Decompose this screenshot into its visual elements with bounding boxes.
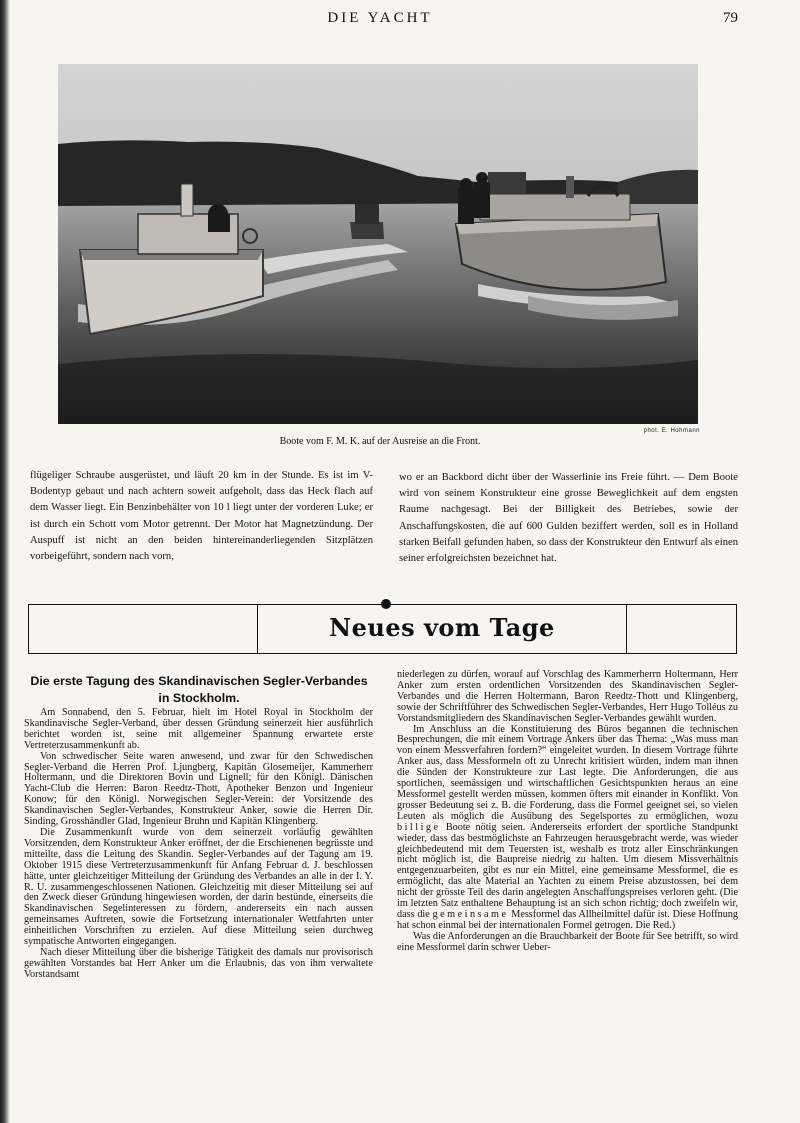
running-header: DIE YACHT: [327, 10, 433, 26]
paragraph: Von schwedischer Seite waren anwesend, und zwar für den Schwedischen Segler-Verband die Herren Prof. Ljungberg, Kapitän Glosemeijer, Kammerherr Holtermann, und die Direktoren Bovin und Lignell; für den Königl. Dänischen Yacht-Club die Herren: Baron Reedtz-Thott, Apotheker Benzon und Ingenieur Konow; für den Königl. Norwegischen Segler-Verein: der Vorsitzende des Skandinavischen Segler-Verbandes, Konstrukteur Anker, sowie die Herren Dir. Sinding, Grosshändler Glad, Ingenieur Bruhn und Kapitän Klingenberg.: [24, 750, 373, 828]
paragraph: [397, 725, 738, 932]
paragraph: flügeliger Schraube ausgerüstet, und läuft 20 km in der Stunde. Es ist im V-Bodentyp gebaut und nach achtern soweit aufgeholt, dass das Heck flach auf dem Wasser liegt. Ein Benzinbehälter von 10 l liegt unter der vorderen Luke; er ist durch ein Schott vom Motor getrennt. Der Motor hat Magnetzündung. Der Auspuff ist nicht an den beiden hintereinanderliegenden Sitzplätzen vorbeigeführt, sondern nach vorn,: [30, 470, 373, 563]
page-number: 79: [723, 10, 738, 26]
emphasis: gemeinsame: [432, 908, 509, 920]
paragraph: Die Zusammenkunft wurde von dem seinerzeit vorläufig gewählten Vorsitzenden, dem Konstrukteur Anker eröffnet, der die Erschienenen begrüsste und mitteilte, dass die Leitung des Skandin. Segler-Verbandes auf der Tagung am 19. Oktober 1915 diese Vertreterzusammenkunft für Anfang Februar d. J. beschlossen hätte, unter gleichzeitiger Mitteilung der Gründung des Verbandes an alle in der I. Y. R. U. zusammengeschlossenen Nationen. Gleichzeitig mit dieser Mitteilung sei auf den Zweck dieser Gründung hingewiesen worden, der darin bestünde, einerseits die Skandinavischen Segelinteressen zu fördern, andererseits ein nach aussen gemeinsames Auftreten, sowie die Fortsetzung internationaler Wettfahrten unter einheitlichen Vorschriften zu erzielen. Auf diese Mitteilung seien durchweg sympatische Antworten eingegangen.: [24, 826, 373, 948]
article-column-right: [397, 670, 738, 954]
scan-binding-edge: [0, 0, 10, 1123]
photograph-boats: [58, 64, 698, 424]
section-banner-center: [257, 605, 627, 653]
paragraph: niederlegen zu dürfen, worauf auf Vorschlag des Kammerherrn Holtermann, Herr Anker zum ersten ordentlichen Vorsitzenden des Skandinavischen Segler-Verbandes und die Herren Holtermann, Baron Reedtz-Thott und Klingenberg, sowie der Schriftführer des Schwedischen Segler-Verbandes, Herr Hugo Tolléus zu Vorstandsmitgliedern des Skandinavischen Segler-Verbandes gewählt wurden.: [397, 669, 738, 724]
paragraph: Am Sonnabend, den 5. Februar, hielt im Hotel Royal in Stockholm der Skandinavische Segler-Verband, über dessen Gründung seinerzeit hier ausführlich berichtet worden ist, seine mit allgemeiner Spannung erwartete erste Vertreterzusammenkunft ab.: [24, 707, 373, 751]
paragraph: Nach dieser Mitteilung über die bisherige Tätigkeit des damals nur provisorisch gewählten Vorstandes bat Herr Anker um die Erlaubnis, das von ihm verwaltete Vorstandsamt: [24, 946, 373, 980]
continued-text-left: [30, 468, 373, 565]
section-banner: [28, 604, 737, 654]
photo-credit: phot. E. Hohmann: [643, 428, 700, 434]
text-run: Boote nötig seien. Andererseits erfordert der sportliche Standpunkt wieder, dass das bestmöglichste an Fahrzeugen herausgebracht werde, was wieder gleichbedeutend mit dem Teuersten ist, weshalb es trotz aller Einschränkungen nicht möglich ist, die Baupreise niedrig zu halten. Um diesem Missverhältnis entgegenzuarbeiten, gibt es nur ein Mittel, eine gemeinsame Messformel, die es ermöglicht, das alte Material an Yachten zu einem Preise abzustossen, bei dem nicht der grösste Teil des darin angelegten Anschaffungspreises verloren geht. (Die im letzten Satz enthaltene Behauptung ist an sich schon richtig; doch zweifeln wir, dass die: [397, 821, 739, 920]
photo-caption: Boote vom F. M. K. auf der Ausreise an die Front.: [279, 436, 481, 447]
article-column-left: [24, 708, 373, 981]
emphasis: billige: [397, 821, 441, 833]
paragraph: Was die Anforderungen an die Brauchbarkeit der Boote für See betrifft, so wird eine Messformel darin schwer Ueber-: [397, 930, 738, 953]
text-run: Messformel das Allheilmittel dafür ist. Diese Hoffnung hat schon einmal bei der internationalen Formel getrogen. Die Red.): [397, 908, 738, 931]
photo-illustration: [58, 64, 698, 424]
continued-text-right: [399, 470, 738, 567]
article-title: Die erste Tagung des Skandinavischen Segler-Verbandes in Stockholm.: [30, 674, 368, 705]
paragraph: wo er an Backbord dicht über der Wasserlinie ins Freie führt. — Dem Boote wird von seinem Konstrukteur eine grosse Beweglichkeit auf dem engsten Raume nachgesagt. Bei der Billigkeit des Betriebes, sowie der Anschaffungskosten, die auf 600 Gulden beziffert werden, soll es in Holland starken Beifall gefunden haben, so dass der Konstrukteur den Entwurf als einen seiner erfolgreichsten bezeichnet hat.: [399, 472, 738, 565]
section-title: Neues vom Tage: [329, 613, 555, 642]
text-run: Im Anschluss an die Konstituierung des Büros begannen die technischen Besprechungen, die mit einem Vortrage Ankers über das Thema: „Was muss man von einem Messverfahren fordern?“ eingeleitet wurden. In diesem Vortrage führte Anker aus, dass Messformeln oft zu Unrecht kritisiert würden, indem man ihnen die Sünden der Konstrukteure zur Last legte. Die Anforderungen, die aus sportlichen, seemässigen und wirtschaftlichen Gesichtspunkten heraus an eine Messformel gestellt werden müssen, kommen öfters mit einander in Konflikt. Von grosser Bedeutung sei z. B. die Forderung, dass die Formel geeignet sei, so vielen Leuten als möglich die Ausübung des Segelsportes zu ermöglichen, wozu: [397, 723, 738, 822]
